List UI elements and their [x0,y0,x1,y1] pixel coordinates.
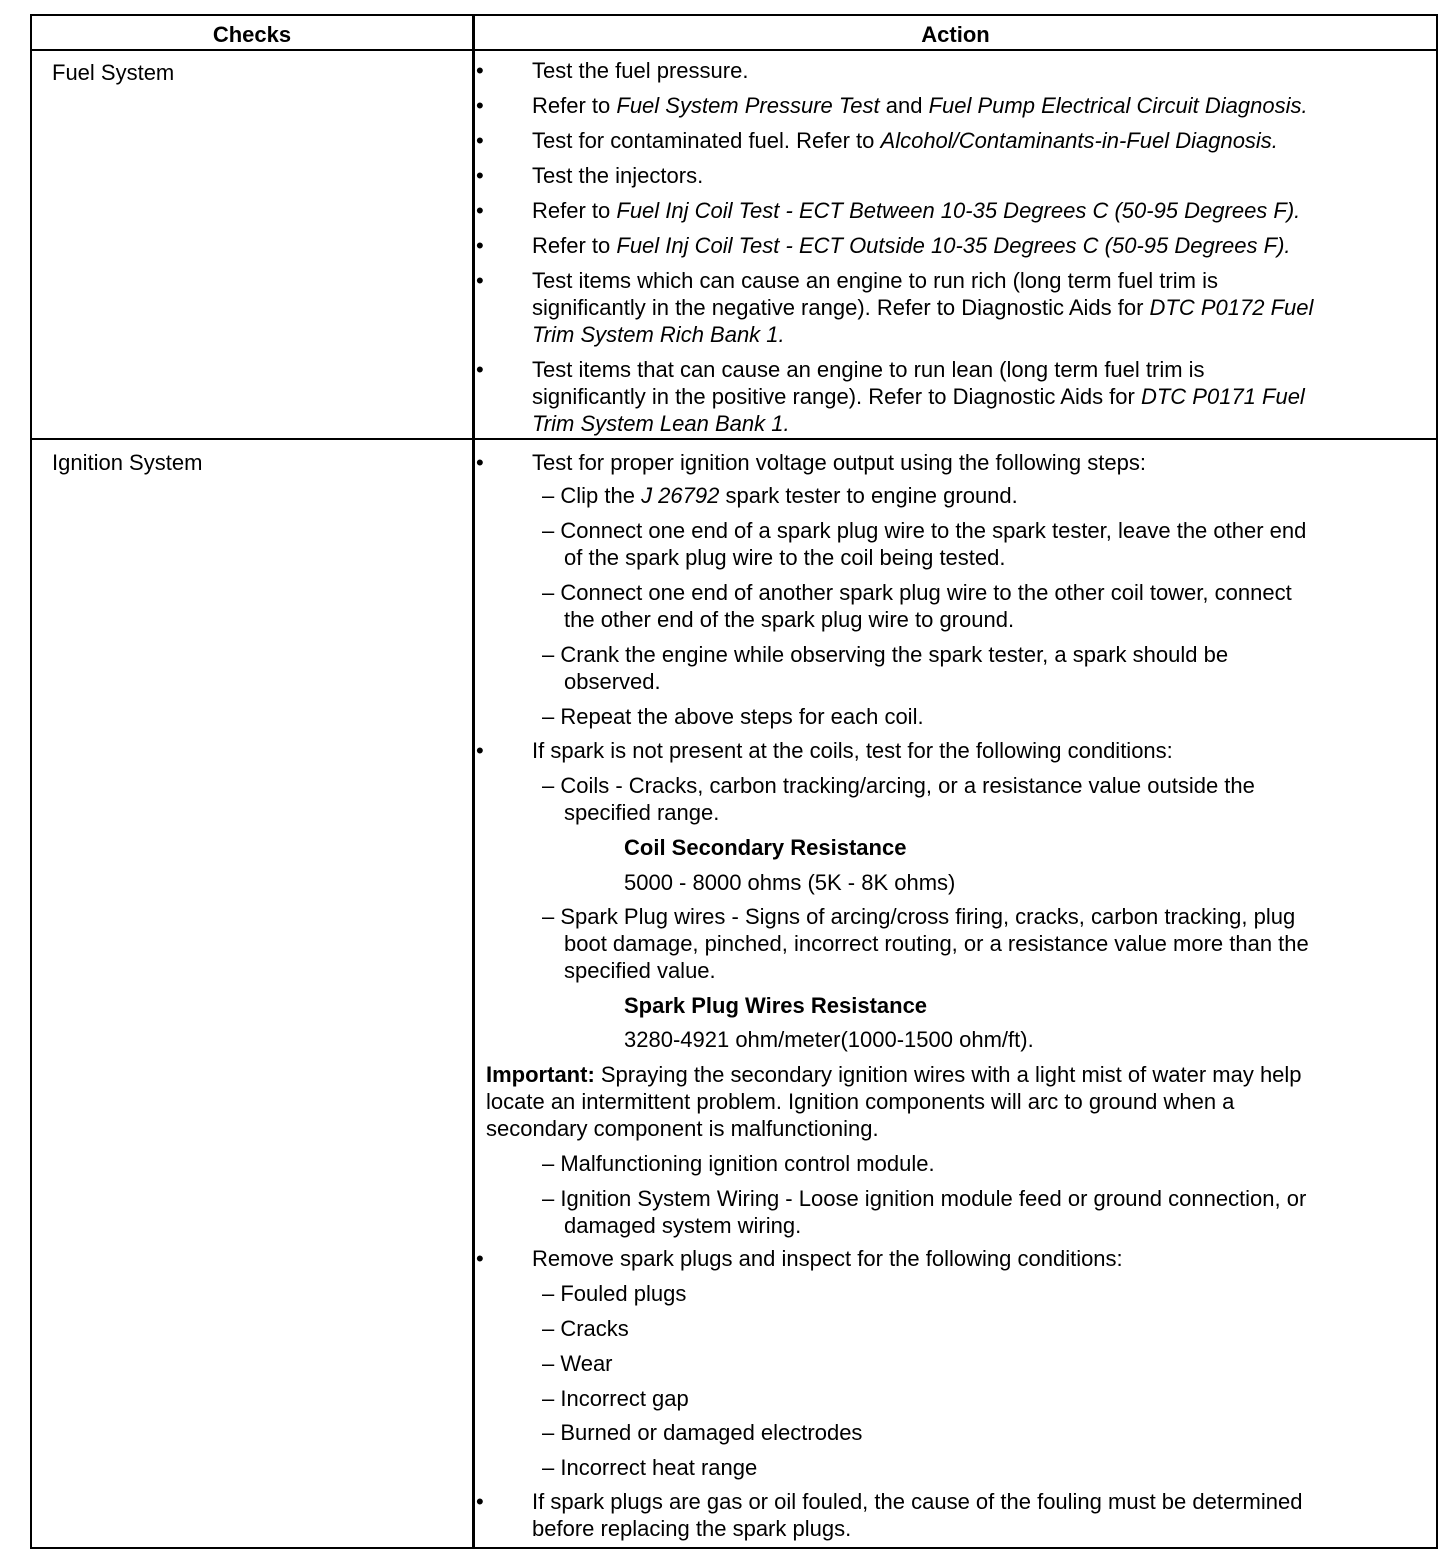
bullet-icon: • [476,1489,484,1514]
action-line: – Cracks [542,1316,629,1341]
bullet-icon: • [476,128,484,153]
action-line: – Connect one end of another spark plug wire to the other coil tower, connect [542,580,1292,605]
action-line: Trim System Lean Bank 1. [532,411,790,436]
action-line: Remove spark plugs and inspect for the following conditions: [532,1246,1123,1271]
action-line: – Spark Plug wires - Signs of arcing/cross firing, cracks, carbon tracking, plug [542,904,1296,929]
bullet-icon: • [476,268,484,293]
action-line: Spark Plug Wires Resistance [624,993,928,1018]
bullet-icon: • [476,233,484,258]
action-line: of the spark plug wire to the coil being tested. [564,545,1006,570]
action-line: before replacing the spark plugs. [532,1516,852,1541]
action-line: – Clip the J 26792 spark tester to engine ground. [542,483,1018,508]
check-fuel-system: Fuel System [52,60,175,85]
action-line: the other end of the spark plug wire to ground. [564,607,1015,632]
action-line: – Malfunctioning ignition control module. [542,1151,935,1176]
action-line: – Burned or damaged electrodes [542,1420,863,1445]
action-line: Test the injectors. [532,163,704,188]
action-line: Test items which can cause an engine to run rich (long term fuel trim is [532,268,1218,293]
action-line: significantly in the positive range). Refer to Diagnostic Aids for DTC P0171 Fuel [532,384,1305,409]
bullet-icon: • [476,738,484,763]
action-line: – Repeat the above steps for each coil. [542,704,924,729]
action-line: locate an intermittent problem. Ignition components will arc to ground when a [486,1089,1235,1114]
action-line: Refer to Fuel System Pressure Test and Fuel Pump Electrical Circuit Diagnosis. [532,93,1308,118]
bullet-icon: • [476,163,484,188]
action-line: 3280-4921 ohm/meter(1000-1500 ohm/ft). [624,1027,1034,1052]
action-line: observed. [564,669,661,694]
action-line: If spark is not present at the coils, test for the following conditions: [532,738,1173,763]
action-line: Refer to Fuel Inj Coil Test - ECT Between 10-35 Degrees C (50-95 Degrees F). [532,198,1301,223]
action-line: – Incorrect gap [542,1386,689,1411]
action-line: boot damage, pinched, incorrect routing, or a resistance value more than the [564,931,1309,956]
action-line: 5000 - 8000 ohms (5K - 8K ohms) [624,870,956,895]
action-line: Test for contaminated fuel. Refer to Alcohol/Contaminants-in-Fuel Diagnosis. [532,128,1278,153]
check-ignition-system: Ignition System [52,450,203,475]
bullet-icon: • [476,93,484,118]
bullet-icon: • [476,450,484,475]
action-line: – Ignition System Wiring - Loose ignition module feed or ground connection, or [542,1186,1307,1211]
action-line: specified range. [564,800,720,825]
action-line: Test the fuel pressure. [532,58,749,83]
action-line: – Coils - Cracks, carbon tracking/arcing, or a resistance value outside the [542,773,1255,798]
action-line: Coil Secondary Resistance [624,835,907,860]
header-checks: Checks [212,22,292,47]
bullet-icon: • [476,58,484,83]
action-line: – Incorrect heat range [542,1455,758,1480]
bullet-icon: • [476,198,484,223]
bullet-icon: • [476,357,484,382]
action-line: – Fouled plugs [542,1281,687,1306]
action-line: significantly in the negative range). Refer to Diagnostic Aids for DTC P0172 Fuel [532,295,1314,320]
action-line: If spark plugs are gas or oil fouled, the cause of the fouling must be determined [532,1489,1303,1514]
action-line: Refer to Fuel Inj Coil Test - ECT Outside 10-35 Degrees C (50-95 Degrees F). [532,233,1291,258]
action-line: Important: Spraying the secondary ignition wires with a light mist of water may help [486,1062,1302,1087]
action-line: – Wear [542,1351,613,1376]
action-line: – Connect one end of a spark plug wire to the spark tester, leave the other end [542,518,1307,543]
action-line: – Crank the engine while observing the spark tester, a spark should be [542,642,1229,667]
header-action: Action [921,22,990,47]
bullet-icon: • [476,1246,484,1271]
action-line: specified value. [564,958,716,983]
column-divider [472,16,475,1547]
header-divider [32,49,1436,51]
action-line: Test for proper ignition voltage output using the following steps: [532,450,1146,475]
action-line: Trim System Rich Bank 1. [532,322,785,347]
action-line: secondary component is malfunctioning. [486,1116,879,1141]
action-line: damaged system wiring. [564,1213,802,1238]
row-divider [32,438,1436,440]
action-line: Test items that can cause an engine to run lean (long term fuel trim is [532,357,1205,382]
